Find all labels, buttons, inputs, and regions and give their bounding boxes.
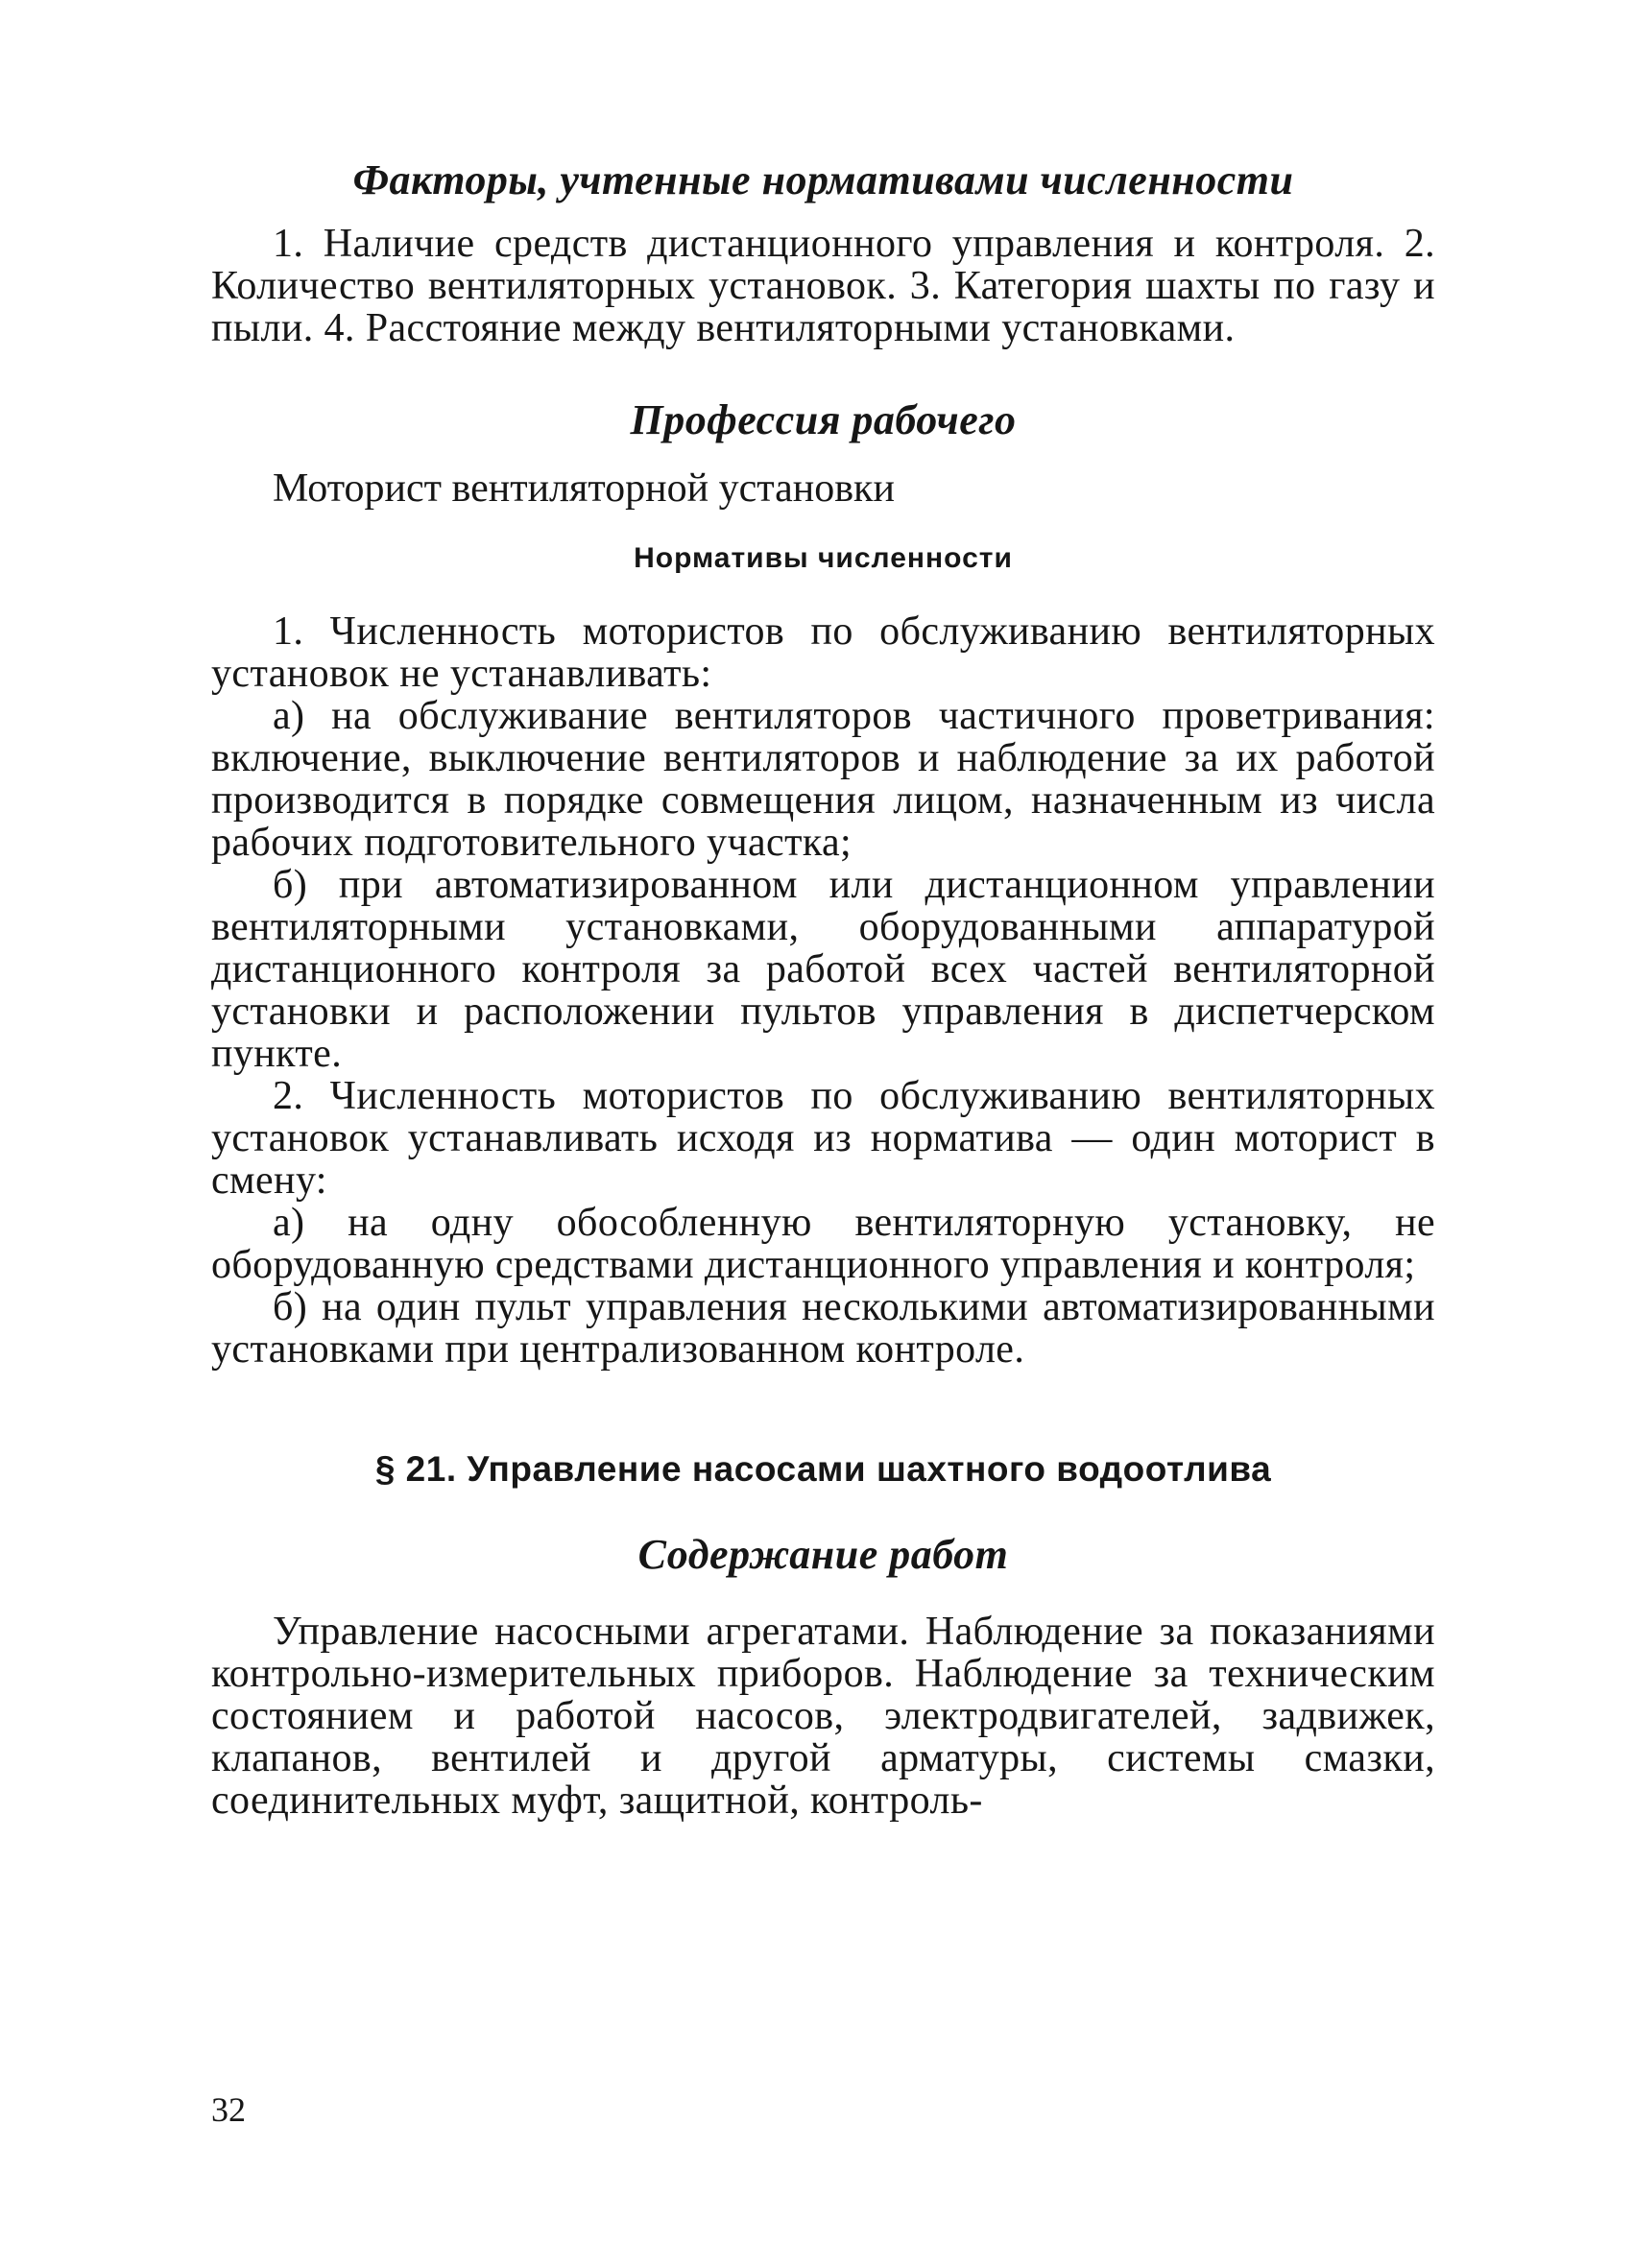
section-title: § 21. Управление насосами шахтного водоотлива	[374, 1449, 1272, 1489]
norms-paragraph-2b: б) на один пульт управления несколькими автоматизированными установками при централизованном контроле.	[211, 1285, 1435, 1372]
section-text-block	[211, 1611, 1435, 1822]
content-heading: Содержание работ	[637, 1531, 1009, 1578]
page-number: 32	[211, 2090, 246, 2129]
norms-paragraph-2: 2. Численность мотористов по обслуживанию вентиляторных установок устанавливать исходя из норматива — один моторист в смену:	[211, 1074, 1435, 1203]
profession-heading: Профессия рабочего	[630, 396, 1017, 443]
norms-paragraph-1: 1. Численность мотористов по обслуживанию вентиляторных установок не устанавливать:	[211, 609, 1435, 696]
norms-paragraph-1b: б) при автоматизированном или дистанционном управлении вентиляторными установками, оборудованными аппаратурой дистанционного контроля за работой всех частей вентиляторной установки и расположении пультов управления в диспетчерском пункте.	[211, 863, 1435, 1076]
profession-name: Моторист вентиляторной установки	[273, 466, 895, 511]
factors-text-block	[211, 223, 1435, 349]
norms-text-block	[211, 610, 1435, 1371]
section-content-paragraph: Управление насосными агрегатами. Наблюдение за показаниями контрольно-измерительных приборов. Наблюдение за техническим состоянием и работой насосов, электродвигателей, задвижек, клапанов, вентилей и другой арматуры, системы смазки, соединительных муфт, защитной, контроль-	[211, 1610, 1435, 1823]
factors-heading: Факторы, учтенные нормативами численности	[352, 156, 1294, 203]
norms-paragraph-2a: а) на одну обособленную вентиляторную установку, не оборудованную средствами дистанционного управления и контроля;	[211, 1201, 1435, 1287]
norms-paragraph-1a: а) на обслуживание вентиляторов частичного проветривания: включение, выключение вентиляторов и наблюдение за их работой производится в порядке совмещения лицом, назначенным из числа рабочих подготовительного участка;	[211, 694, 1435, 865]
factors-paragraph: 1. Наличие средств дистанционного управления и контроля. 2. Количество вентиляторных установок. 3. Категория шахты по газу и пыли. 4. Расстояние между вентиляторными установками.	[211, 222, 1435, 350]
norms-heading: Нормативы численности	[634, 542, 1013, 574]
document-page	[211, 154, 1435, 1822]
